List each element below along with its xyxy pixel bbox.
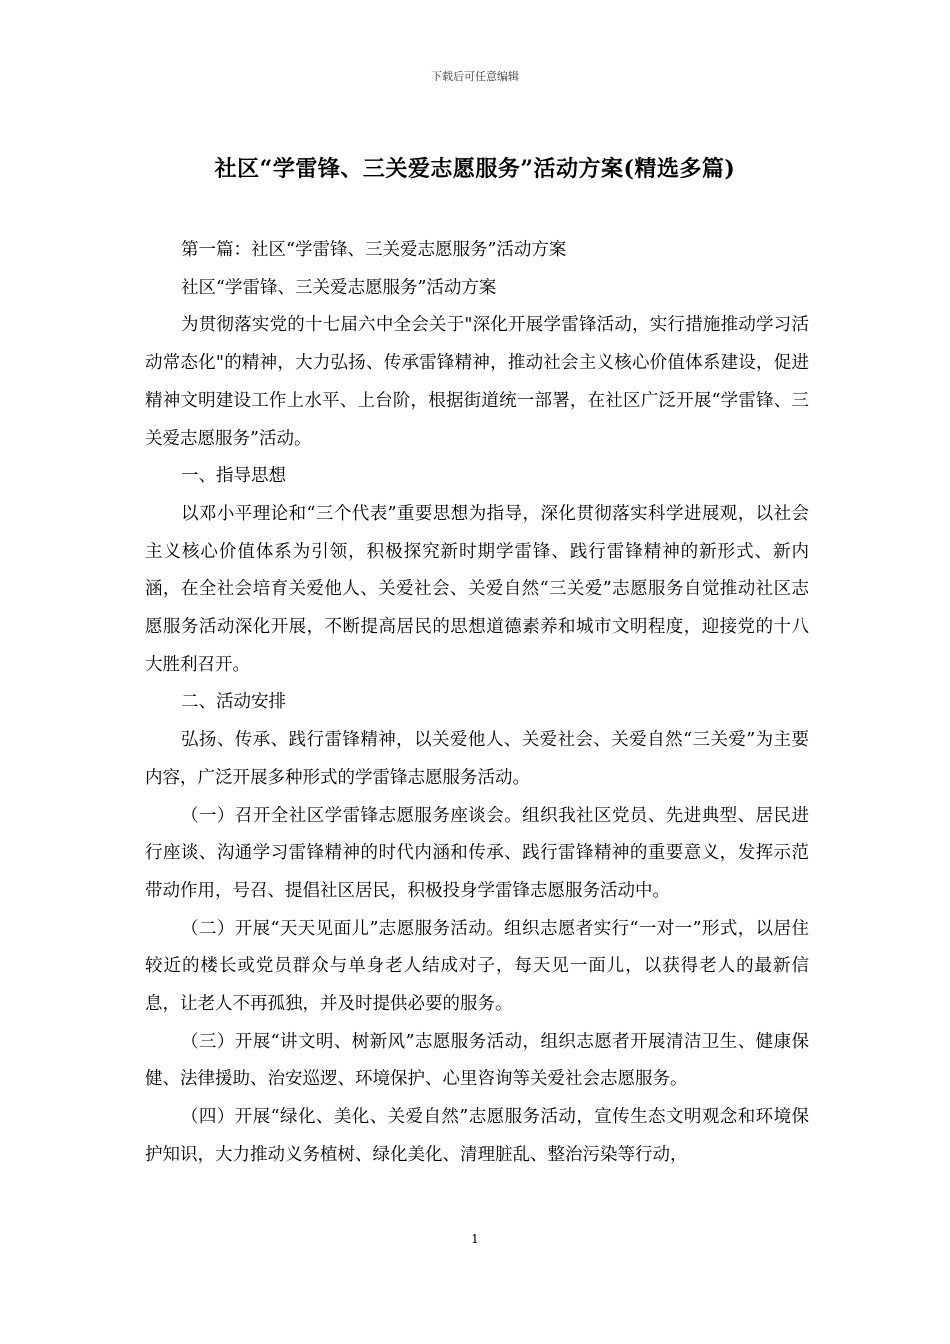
- paragraph-item-4: （四）开展“绿化、美化、关爱自然”志愿服务活动，宣传生态文明观念和环境保护知识，大力推动义务植树、绿化美化、清理脏乱、整治污染等行动，: [145, 1107, 809, 1165]
- document-title: 社区“学雷锋、三关爱志愿服务”活动方案(精选多篇): [214, 156, 736, 182]
- paragraph-intro: 为贯彻落实党的十七届六中全会关于"深化开展学雷锋活动，实行措施推动学习活动常态化"的精神，大力弘扬、传承雷锋精神，推动社会主义核心价值体系建设，促进精神文明建设工作上水平、上台阶，根据街道统一部署，在社区广泛开展“学雷锋、三关爱志愿服务”活动。: [145, 315, 809, 449]
- paragraph-subtitle: 社区“学雷锋、三关爱志愿服务”活动方案: [181, 277, 497, 298]
- paragraph-item-1: （一）召开全社区学雷锋志愿服务座谈会。组织我社区党员、先进典型、居民进行座谈、沟通学习雷锋精神的时代内涵和传承、践行雷锋精神的重要意义，发挥示范带动作用，号召、提倡社区居民，积极投身学雷锋志愿服务活动中。: [145, 805, 809, 901]
- paragraph-item-3: （三）开展“讲文明、树新风”志愿服务活动，组织志愿者开展清洁卫生、健康保健、法律援助、治安巡逻、环境保护、心里咨询等关爱社会志愿服务。: [145, 1031, 809, 1090]
- paragraph-item-2: （二）开展“天天见面儿”志愿服务活动。组织志愿者实行“一对一”形式，以居住较近的楼长或党员群众与单身老人结成对子，每天见一面儿，以获得老人的最新信息，让老人不再孤独，并及时提供必要的服务。: [145, 918, 809, 1015]
- section-heading-activity-arrangement: 二、活动安排: [181, 692, 286, 713]
- document-body: [145, 232, 809, 1175]
- page-number: 1: [471, 1232, 479, 1246]
- header-note: 下载后可任意编辑: [431, 70, 519, 83]
- paragraph-activity-overview: 弘扬、传承、践行雷锋精神，以关爱他人、关爱社会、关爱自然“三关爱”为主要内容，广泛开展多种形式的学雷锋志愿服务活动。: [145, 730, 809, 788]
- paragraph-guiding-thought: 以邓小平理论和“三个代表”重要思想为指导，深化贯彻落实科学进展观，以社会主义核心价值体系为引领，积极探究新时期学雷锋、践行雷锋精神的新形式、新内涵，在全社会培育关爱他人、关爱社会、关爱自然“三关爱”志愿服务自觉推动社区志愿服务活动深化开展，不断提高居民的思想道德素养和城市文明程度，迎接党的十八大胜利召开。: [145, 503, 809, 675]
- section-heading-guiding-thought: 一、指导思想: [181, 466, 286, 487]
- paragraph-part-heading: 第一篇：社区“学雷锋、三关爱志愿服务”活动方案: [181, 240, 567, 260]
